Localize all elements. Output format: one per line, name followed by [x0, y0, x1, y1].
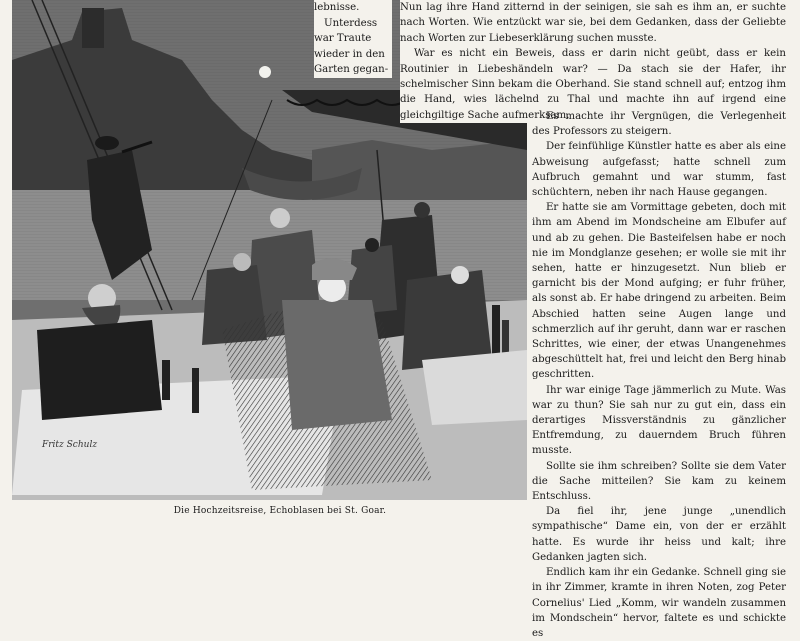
narrow-text-column: [314, 0, 392, 78]
bottle: [162, 360, 170, 400]
narrow-line: Garten gegan-: [314, 64, 389, 76]
moon: [259, 66, 271, 78]
paragraph: Ihr war einige Tage jämmerlich zu Mute. Was war zu thun? Sie sah nur zu gut ein, dass ein derartiges Missverständnis zu gänzlicher Entfremdung, zu dauerndem Bruch führen musste.: [532, 384, 786, 457]
artist-signature: Fritz Schulz: [42, 440, 98, 450]
paragraph: Es machte ihr Vergnügen, die Verlegenheit des Professors zu steigern.: [532, 111, 786, 138]
paragraph: Der feinfühlige Künstler hatte es aber als eine Abweisung aufgefasst; hatte schnell zum Aufbruch gemahnt und war stumm, fast schüchtern, neben ihr nach Hause gegangen.: [532, 141, 786, 199]
illustration-caption: Die Hochzeitsreise, Echoblasen bei St. Goar.: [173, 506, 387, 516]
narrow-line: Unterdess: [324, 17, 378, 29]
paragraph: Sollte sie ihm schreiben? Sollte sie dem Vater die Sache mitteilen? Sie kam zu keinem Entschluss.: [532, 460, 786, 503]
paragraph: Nun lag ihre Hand zitternd in der seinigen, sie sah es ihm an, er suchte nach Worten. Wie entzückt war sie, bei dem Gedanken, dass der Geliebte nach Worten zur Liebeserklärung suchen musste.: [400, 2, 786, 44]
paragraph: Endlich kam ihr ein Gedanke. Schnell ging sie in ihr Zimmer, kramte in ihren Noten, zog Peter Cornelius' Lied „Komm, wir wandeln zusammen im Mondschein“ hervor, faltete es und schickte es: [532, 567, 786, 639]
paragraph: War es nicht ein Beweis, dass er darin nicht geübt, dass er kein Routinier in Liebeshändeln war? — Da stach sie der Hafer, ihr schelmischer Sinn bekam die Oberhand. Sie stand schnell auf; entzog ihm die Hand, wies lächelnd zu Thal und machte ihn auf irgend eine gleichgiltige Sache aufmerksam.: [400, 48, 786, 121]
castle-tower: [82, 8, 104, 48]
narrow-line: lebnisse.: [314, 2, 360, 13]
paragraph: Er hatte sie am Vormittage gebeten, doch mit ihm am Abend im Mondscheine am Elbufer auf und ab zu gehen. Die Basteifelsen habe er noch nie im Mondglanze gesehen; er wolle sie mit ihr sehen, hatte er hinzugesetzt. Nun blieb er garnicht bis der Mond aufging; er fuhr früher, als sonst ab. Er habe dringend zu arbeiten. Beim Abschied hatten seine Augen lange und schmerzlich auf ihr geruht, dann war er raschen Schrittes, wie einer, der etwas Unangenehmes abgeschüttelt hat, frei und leicht den Berg hinab geschritten.: [532, 202, 786, 381]
paragraph: Da fiel ihr, jene junge „unendlich sympathische“ Dame ein, von der er erzählt hatte. Es wurde ihr heiss und kalt; ihre Gedanken jagten sich.: [532, 506, 786, 563]
narrow-line: wieder in den: [314, 48, 385, 60]
lower-text-column: [532, 0, 786, 639]
narrow-line: war Traute: [314, 33, 372, 45]
